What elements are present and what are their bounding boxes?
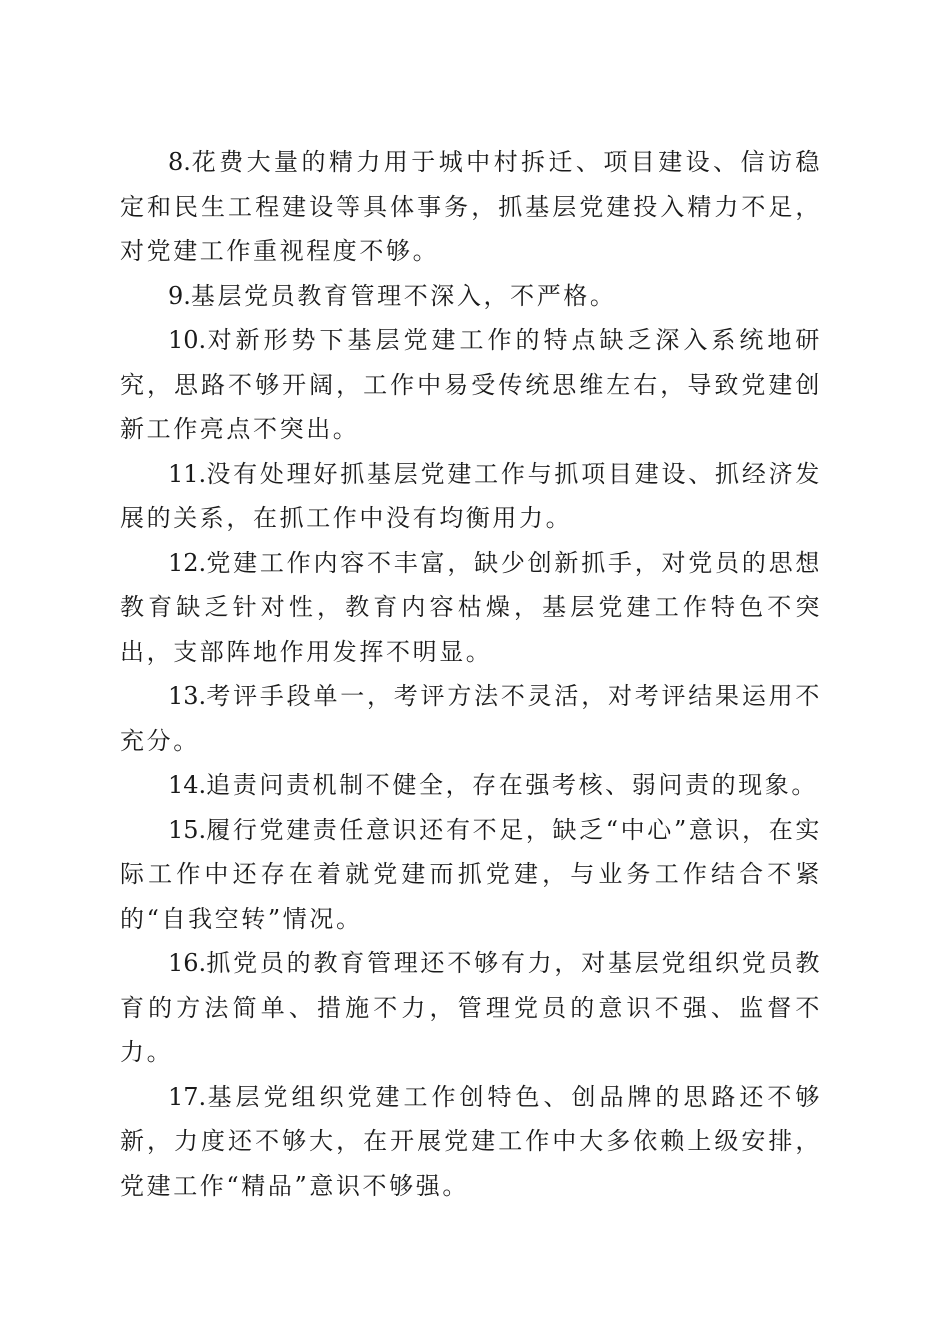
item-number: 13.	[168, 682, 207, 710]
list-item	[120, 941, 822, 1075]
item-number: 10.	[168, 326, 207, 354]
item-number: 11.	[168, 459, 207, 488]
list-item	[120, 808, 822, 942]
item-number: 8.	[168, 148, 191, 176]
list-item	[120, 140, 822, 274]
item-number: 14.	[168, 771, 207, 799]
document-body	[120, 140, 822, 1208]
item-text: 履行党建责任意识还有不足，缺乏“中心”意识，在实际工作中还存在着就党建而抓党建，与业务工作结合不紧的“自我空转”情况。	[120, 815, 822, 933]
item-number: 16.	[168, 949, 207, 977]
item-text: 没有处理好抓基层党建工作与抓项目建设、抓经济发展的关系，在抓工作中没有均衡用力。	[120, 459, 822, 532]
list-item	[120, 1075, 822, 1209]
list-item	[120, 541, 822, 675]
item-text: 对新形势下基层党建工作的特点缺乏深入系统地研究，思路不够开阔，工作中易受传统思维左右，导致党建创新工作亮点不突出。	[120, 326, 822, 443]
list-item	[120, 674, 822, 763]
item-number: 15.	[168, 815, 207, 844]
item-text: 基层党组织党建工作创特色、创品牌的思路还不够新，力度还不够大，在开展党建工作中大多依赖上级安排，党建工作“精品”意识不够强。	[120, 1082, 822, 1200]
item-number: 9.	[168, 281, 191, 310]
item-text: 考评手段单一，考评方法不灵活，对考评结果运用不充分。	[120, 682, 822, 755]
item-number: 17.	[168, 1082, 207, 1111]
item-text: 追责问责机制不健全，存在强考核、弱问责的现象。	[206, 771, 818, 799]
list-item	[120, 274, 822, 319]
item-text: 基层党员教育管理不深入，不严格。	[190, 281, 617, 310]
item-text: 抓党员的教育管理还不够有力，对基层党组织党员教育的方法简单、措施不力，管理党员的意识不强、监督不力。	[120, 949, 822, 1066]
item-text: 党建工作内容不丰富，缺少创新抓手，对党员的思想教育缺乏针对性，教育内容枯燥，基层党建工作特色不突出，支部阵地作用发挥不明显。	[120, 548, 822, 666]
item-text: 花费大量的精力用于城中村拆迁、项目建设、信访稳定和民生工程建设等具体事务，抓基层党建投入精力不足，对党建工作重视程度不够。	[120, 148, 822, 265]
list-item	[120, 452, 822, 541]
list-item	[120, 763, 822, 808]
item-number: 12.	[168, 548, 207, 577]
list-item	[120, 318, 822, 452]
